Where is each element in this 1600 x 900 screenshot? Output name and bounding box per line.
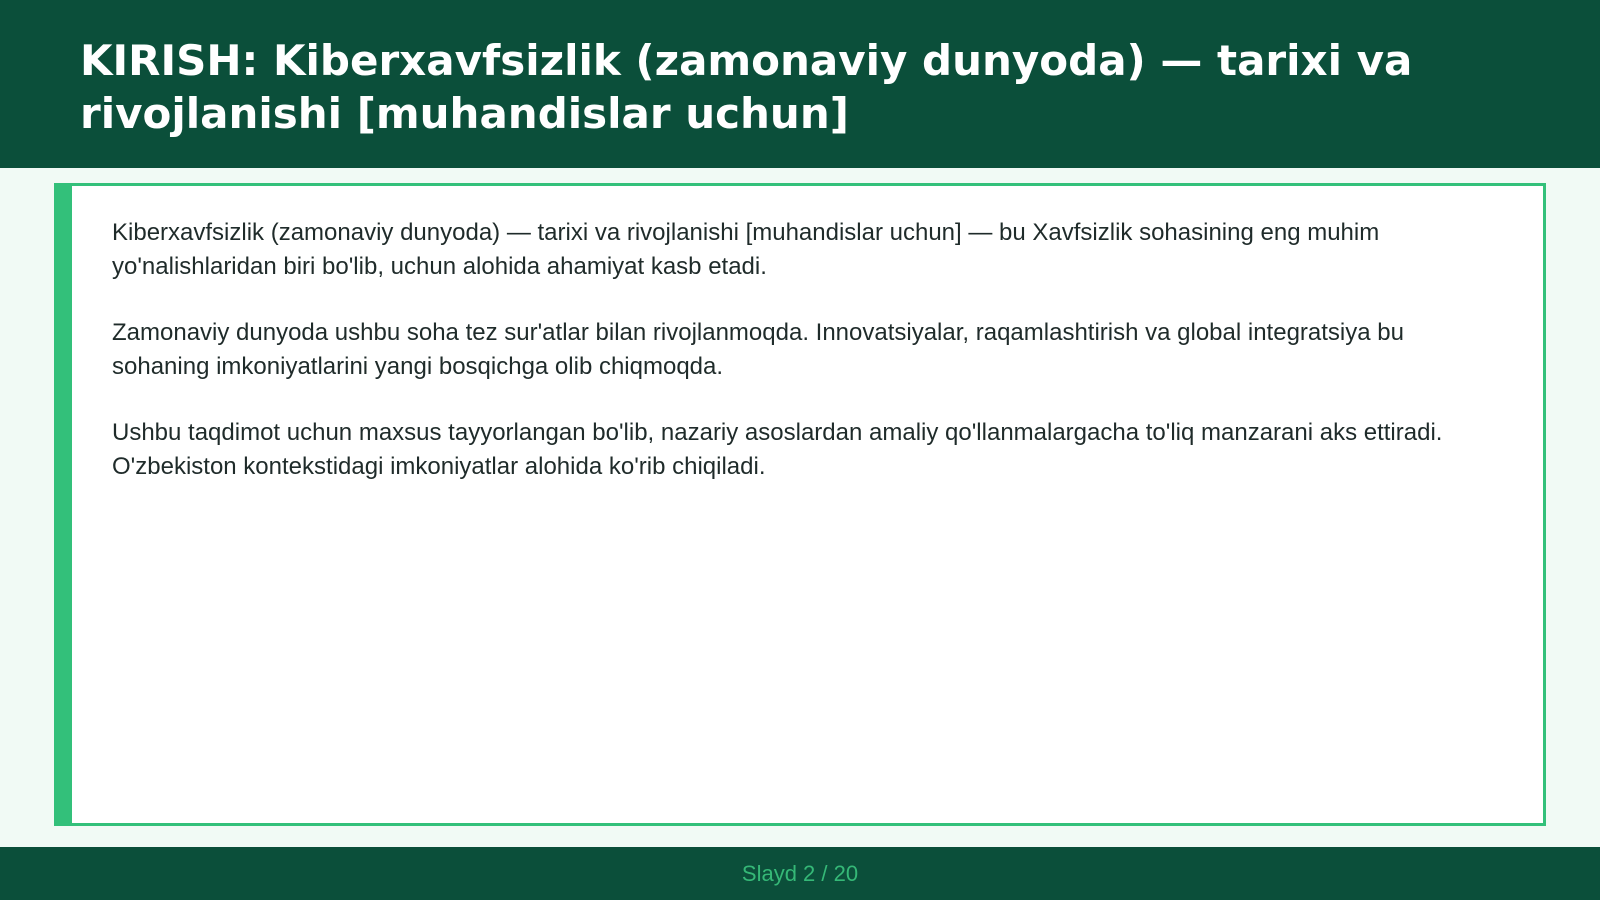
slide-footer [0,847,1600,900]
content-panel [54,183,1546,826]
slide-header [0,0,1600,168]
paragraph-modern-world: Zamonaviy dunyoda ushbu soha tez sur'atlar bilan rivojlanmoqda. Innovatsiyalar, raqamlashtirish va global integratsiya bu sohaning imkoniyatlarini yangi bosqichga olib chiqmoqda. [112,319,1404,380]
paragraph-presentation: Ushbu taqdimot uchun maxsus tayyorlangan bo'lib, nazariy asoslardan amaliy qo'llanmalargacha to'liq manzarani aks ettiradi. O'zbekiston kontekstidagi imkoniyatlar alohida ko'rib chiqiladi. [112,419,1443,480]
slide-counter: Slayd 2 / 20 [741,860,859,886]
paragraph-intro: Kiberxavfsizlik (zamonaviy dunyoda) — tarixi va rivojlanishi [muhandislar uchun] — bu Xavfsizlik sohasining eng muhim yo'nalishlaridan biri bo'lib, uchun alohida ahamiyat kasb etadi. [112,219,1380,280]
slide-title: KIRISH: Kiberxavfsizlik (zamonaviy dunyoda) — tarixi va rivojlanishi [muhandislar uchun] [80,36,1413,138]
